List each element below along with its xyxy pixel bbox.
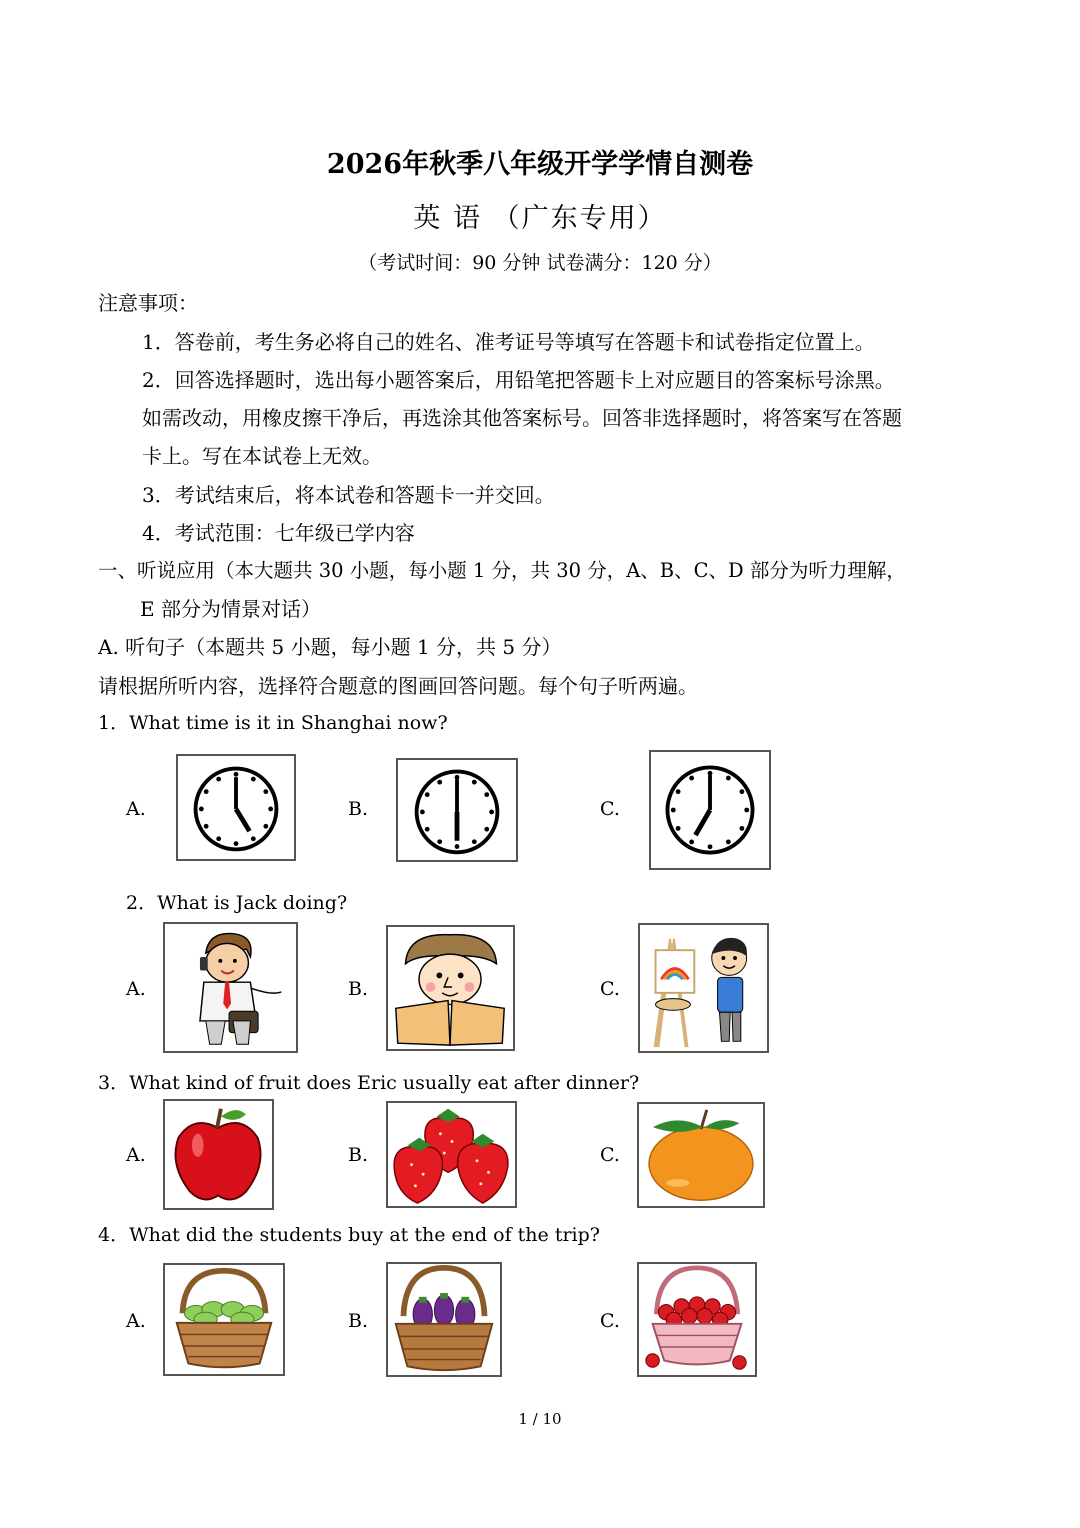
question-1: 1．What time is it in Shanghai now? <box>98 712 448 734</box>
note-item: 4．考试范围：七年级已学内容 <box>142 521 415 545</box>
clock-7-icon <box>649 750 771 870</box>
part-a-title: A. 听句子（本题共 5 小题，每小题 1 分，共 5 分） <box>98 635 562 659</box>
option-label-b: B. <box>348 1144 369 1166</box>
painting-icon <box>638 923 769 1053</box>
page-title: 2026年秋季八年级开学学情自测卷 <box>326 149 754 180</box>
section-title-cont: E 部分为情景对话） <box>140 597 321 621</box>
orange-icon <box>637 1102 765 1208</box>
note-item: 3．考试结束后，将本试卷和答题卡一并交回。 <box>142 483 555 507</box>
option-label-a: A. <box>126 1144 146 1166</box>
exam-info: （考试时间：90 分钟 试卷满分：120 分） <box>358 252 722 274</box>
option-label-a: A. <box>126 1310 146 1332</box>
notes-heading: 注意事项： <box>98 291 198 315</box>
strawberries-icon <box>386 1101 517 1208</box>
question-4: 4．What did the students buy at the end of the trip? <box>98 1224 600 1246</box>
option-label-c: C. <box>600 798 620 820</box>
note-item: 2．回答选择题时，选出每小题答案后，用铅笔把答题卡上对应题目的答案标号涂黑。 <box>142 368 895 392</box>
option-label-b: B. <box>348 798 369 820</box>
option-label-a: A. <box>126 978 146 1000</box>
basket-eggplants-icon <box>386 1262 502 1377</box>
option-label-a: A. <box>126 798 146 820</box>
option-label-c: C. <box>600 1144 620 1166</box>
option-label-c: C. <box>600 978 620 1000</box>
option-label-b: B. <box>348 978 369 1000</box>
phone-call-icon <box>163 922 298 1053</box>
basket-strawberries-icon <box>637 1262 757 1377</box>
question-3: 3．What kind of fruit does Eric usually eat after dinner? <box>98 1072 640 1094</box>
apple-icon <box>163 1099 274 1210</box>
option-label-b: B. <box>348 1310 369 1332</box>
note-item: 1．答卷前，考生务必将自己的姓名、准考证号等填写在答题卡和试卷指定位置上。 <box>142 330 875 354</box>
option-label-c: C. <box>600 1310 620 1332</box>
note-item: 如需改动，用橡皮擦干净后，再选涂其他答案标号。回答非选择题时，将答案写在答题 <box>142 406 902 430</box>
basket-vegetables-icon <box>163 1263 285 1376</box>
note-item: 卡上。写在本试卷上无效。 <box>142 444 382 468</box>
page-subtitle: 英 语 （广东专用） <box>413 203 667 234</box>
section-title: 一、听说应用（本大题共 30 小题，每小题 1 分，共 30 分，A、B、C、D 部分为听力理解， <box>98 559 906 582</box>
clock-6-icon <box>396 758 518 862</box>
part-a-instruction: 请根据所听内容，选择符合题意的图画回答问题。每个句子听两遍。 <box>98 674 698 698</box>
page-number: 1 / 10 <box>518 1410 562 1428</box>
question-2: 2．What is Jack doing? <box>126 892 348 914</box>
reading-icon <box>386 925 515 1051</box>
clock-5-icon <box>176 754 296 861</box>
